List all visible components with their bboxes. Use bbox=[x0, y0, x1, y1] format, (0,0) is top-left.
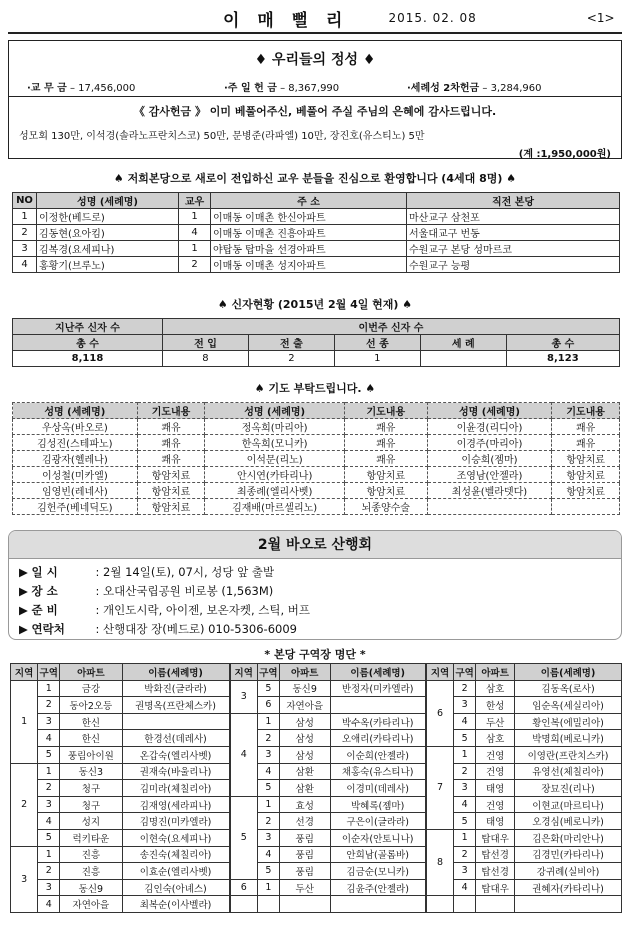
table-row: 우상옥(바오로) 쾌유 정옥희(마리아) 쾌유 이윤경(리디아) 쾌유 bbox=[13, 419, 620, 435]
zone-apartment: 삼성 bbox=[279, 746, 330, 763]
zone-leader-name: 김재영(세라피나) bbox=[122, 796, 230, 813]
zone-number: 2 bbox=[38, 780, 60, 797]
zone-leaders-table: 지역 구역 아파트 이름(세례명) 지역 구역 아파트 이름(세례명) 지역 구역 아파트 이름(세례명) 1 1 금강 박화진(글라라) 3 5 동신9 반정자(미카엘라) 6 2 삼호 김동옥(로사) 2 동아2오등 권명옥(프란체스카) 6 자연아을 3 한성 임순옥(세실리아) 3 한신 4 1 삼성 박수옥(카타리나) 4 두산 황인복(에밀리아) 4 한신 한경선(데레사) 2 삼성 오애리(카타리나) 5 삼호 박명희(베로니카) 5 풍림아이원 온갑숙(엘리사벳) 3 삼성 이순희(안젤라) 7 1 건영 이영란(프란치스카) 2 1 동신3 권재숙(바울리나) 4 삼환 채홍숙(유스티나) 2 건영 유영선(체칠리아) 2 청구 김미라(체칠리아) 5 삼환 이경미(데레사) 3 태영 장묘진(리나) 3 청구 김재영(세라피나) 5 1 효성 박혜록(젬마) 4 건영 이현교(마르티나) 4 성지 김명진(미카엘라) 2 선경 구은이(글라라) 5 태영 오경심(베로니카) 5 럭키타운 이현숙(요세피나) 3 풍림 이순자(안토니나) 8 1 탑대우 김은화(마리안나) 3 1 진흥 송진숙(체칠리아) 4 풍림 안희남(골롬바) 2 탑선경 김경민(카타리나) 2 진흥 이효순(엘리사벳) 5 풍림 김금순(모니카) 3 탑선경 강귀례(실비아) 3 동신9 김인숙(아녜스) 6 1 두산 김윤주(안젤라) 4 탑대우 권혜자(카타리나) 4 자연아을 최복순(이사벨라) bbox=[10, 663, 622, 913]
zone-apartment: 효성 bbox=[279, 796, 330, 813]
zone-number: 3 bbox=[257, 746, 279, 763]
zone-region: 4 bbox=[230, 713, 258, 796]
zone-region: 3 bbox=[11, 846, 38, 912]
zone-leader-name: 박명희(베로니카) bbox=[515, 730, 622, 747]
zone-apartment: 풍림 bbox=[279, 846, 330, 863]
zone-leader-name: 이효순(엘리사벳) bbox=[122, 863, 230, 880]
table-row: 김성진(스테파노) 쾌유 한옥희(모니카) 쾌유 이경주(마리아) 쾌유 bbox=[13, 435, 620, 451]
zone-leader-name: 온갑숙(엘리사벳) bbox=[122, 746, 230, 763]
zone-number: 1 bbox=[38, 846, 60, 863]
zone-leader-name: 이현숙(요세피나) bbox=[122, 829, 230, 846]
newsletter-header bbox=[8, 4, 622, 34]
offering-title: ♦ 우리들의 정성 ♦ bbox=[254, 52, 376, 68]
zone-leader-name: 구은이(글라라) bbox=[330, 813, 426, 830]
zone-leader-name: 박수옥(카타리나) bbox=[330, 713, 426, 730]
zone-apartment: 건영 bbox=[476, 746, 515, 763]
zone-number: 3 bbox=[454, 780, 476, 797]
zone-number: 5 bbox=[454, 730, 476, 747]
zone-number: 3 bbox=[454, 697, 476, 714]
zone-number: 4 bbox=[38, 896, 60, 913]
zone-apartment: 풍림 bbox=[279, 863, 330, 880]
offering-item: ·주 일 헌 금 – 8,367,990 bbox=[224, 83, 340, 94]
zone-number: 4 bbox=[257, 846, 279, 863]
zone-apartment: 한신 bbox=[60, 713, 122, 730]
zone-number: 4 bbox=[38, 813, 60, 830]
table-row bbox=[11, 829, 622, 846]
zone-apartment: 건영 bbox=[476, 763, 515, 780]
zone-number: 5 bbox=[38, 829, 60, 846]
table-row bbox=[11, 896, 622, 913]
zone-leader-name: 이순자(안토니나) bbox=[330, 829, 426, 846]
table-row: 김헌주(베네딕도) 항암치료 김재배(마르셀리노) 뇌종양수술 bbox=[13, 499, 620, 515]
zone-number: 4 bbox=[257, 763, 279, 780]
zone-leader-name: 박화진(글라라) bbox=[122, 680, 230, 697]
zone-number: 2 bbox=[257, 730, 279, 747]
hiking-line: ▶ 준 비 : 개인도시락, 아이젠, 보온자켓, 스틱, 버프 bbox=[19, 603, 311, 617]
zone-leader-name: 한경선(데레사) bbox=[122, 730, 230, 747]
zone-number: 2 bbox=[38, 863, 60, 880]
thanks-offering-line: 《 감사헌금 》 이미 베풀어주신, 베풀어 주실 주님의 은혜에 감사드립니다. bbox=[133, 105, 497, 118]
zone-region: 7 bbox=[426, 746, 454, 829]
zone-number: 2 bbox=[454, 680, 476, 697]
thanks-offering-names: 성모회 130만, 이석경(솔라노프란치스코) 50만, 문병준(라파엘) 10만, 장진호(유스티노) 5만 bbox=[19, 131, 425, 142]
zone-apartment: 탑선경 bbox=[476, 863, 515, 880]
zone-apartment: 금강 bbox=[60, 680, 122, 697]
table-row bbox=[11, 713, 622, 730]
table-row: 1 이정한(베드로) 1 이매동 이매촌 한신아파트 마산교구 삼천포 bbox=[13, 209, 620, 225]
zone-leader-name: 강귀례(실비아) bbox=[515, 863, 622, 880]
zone-apartment: 풍림아이원 bbox=[60, 746, 122, 763]
zone-leader-name bbox=[122, 713, 230, 730]
census-table: 지난주 신자 수 이번주 신자 수 총 수 전 입 전 출 선 종 세 례 총 수 8,118 8 2 1 8,123 bbox=[12, 318, 620, 367]
table-row bbox=[11, 763, 622, 780]
zone-leader-name: 최복순(이사벨라) bbox=[122, 896, 230, 913]
zone-region: 8 bbox=[426, 829, 454, 895]
zone-apartment: 건영 bbox=[476, 796, 515, 813]
column-header: 교우 bbox=[179, 193, 211, 209]
zone-apartment: 태영 bbox=[476, 813, 515, 830]
zone-leader-name: 김윤주(안젤라) bbox=[330, 879, 426, 896]
zone-number: 5 bbox=[454, 813, 476, 830]
table-row bbox=[11, 796, 622, 813]
zone-number: 4 bbox=[38, 730, 60, 747]
zone-apartment: 진흥 bbox=[60, 863, 122, 880]
zone-apartment: 동신3 bbox=[60, 763, 122, 780]
table-row bbox=[11, 846, 622, 863]
zone-leaders-heading: * 본당 구역장 명단 * bbox=[264, 648, 366, 661]
zone-leader-name: 안희남(골롬바) bbox=[330, 846, 426, 863]
census-heading: ♠ 신자현황 (2015년 2월 4일 현재) ♠ bbox=[217, 298, 413, 311]
page-number: <1> bbox=[586, 11, 615, 25]
zone-leader-name: 김은화(마리안나) bbox=[515, 829, 622, 846]
zone-number: 2 bbox=[257, 813, 279, 830]
prayer-heading: ♠ 기도 부탁드립니다. ♠ bbox=[254, 382, 376, 395]
zone-leader-name: 김동옥(로사) bbox=[515, 680, 622, 697]
zone-apartment: 선경 bbox=[279, 813, 330, 830]
zone-number: 3 bbox=[454, 863, 476, 880]
zone-number: 3 bbox=[38, 713, 60, 730]
zone-leader-name: 황인복(에밀리아) bbox=[515, 713, 622, 730]
issue-date: 2015. 02. 08 bbox=[388, 11, 477, 25]
zone-leader-name: 유영선(체칠리아) bbox=[515, 763, 622, 780]
table-row bbox=[11, 879, 622, 896]
zone-leader-name: 김금순(모니카) bbox=[330, 863, 426, 880]
zone-leader-name: 권혜자(카타리나) bbox=[515, 879, 622, 896]
newcomers-heading: ♠ 저희본당으로 새로이 전입하신 교우 분들을 진심으로 환영합니다 (4세대 8명) ♠ bbox=[113, 172, 517, 185]
zone-number: 1 bbox=[257, 713, 279, 730]
hiking-line: ▶ 장 소 : 오대산국립공원 비로봉 (1,563M) bbox=[19, 584, 274, 598]
zone-number: 3 bbox=[257, 829, 279, 846]
zone-apartment: 삼성 bbox=[279, 713, 330, 730]
zone-apartment: 진흥 bbox=[60, 846, 122, 863]
zone-apartment: 동신9 bbox=[279, 680, 330, 697]
hiking-notice bbox=[8, 530, 622, 640]
zone-apartment: 풍림 bbox=[279, 829, 330, 846]
table-row: 이성철(미카엘) 항암치료 안시연(카타리나) 항암치료 조영남(안젤라) 항암치료 bbox=[13, 467, 620, 483]
zone-number: 5 bbox=[257, 680, 279, 697]
zone-apartment: 삼호 bbox=[476, 680, 515, 697]
table-row bbox=[11, 680, 622, 697]
zone-leader-name: 김인숙(아녜스) bbox=[122, 879, 230, 896]
zone-leader-name: 이현교(마르티나) bbox=[515, 796, 622, 813]
zone-leader-name: 송진숙(체칠리아) bbox=[122, 846, 230, 863]
zone-number: 4 bbox=[454, 879, 476, 896]
zone-leader-name: 오애리(카타리나) bbox=[330, 730, 426, 747]
zone-apartment: 청구 bbox=[60, 780, 122, 797]
zone-leader-name: 김명진(미카엘라) bbox=[122, 813, 230, 830]
prayer-table: 성명 (세례명) 기도내용 성명 (세례명) 기도내용 성명 (세례명) 기도내용 우상옥(바오로) 쾌유 정옥희(마리아) 쾌유 이윤경(리디아) 쾌유 김성진(스테파노) 쾌유 한옥희(모니카) 쾌유 이경주(마리아) 쾌유 김광자(헬레나) 쾌유 이석문(리노) 쾌유 이승희(젬마) 항암치료 이성철(미카엘) 항암치료 안시연(카타리나) 항암치료 조영남(안젤라) 항암치료 임영빈(레네사) 항암치료 최종례(엘리사벳) 항암치료 최성윤(벨라뎃다) 항암치료 김헌주(베네딕도) 항암치료 김재배(마르셀리노) 뇌종양수술 bbox=[12, 402, 620, 515]
zone-apartment: 두산 bbox=[279, 879, 330, 896]
column-header: NO bbox=[13, 193, 37, 209]
zone-number: 1 bbox=[454, 746, 476, 763]
zone-leader-name: 박혜록(젬마) bbox=[330, 796, 426, 813]
zone-number: 4 bbox=[454, 713, 476, 730]
zone-apartment: 두산 bbox=[476, 713, 515, 730]
table-row: 임영빈(레네사) 항암치료 최종례(엘리사벳) 항암치료 최성윤(벨라뎃다) 항암치료 bbox=[13, 483, 620, 499]
zone-leader-name: 이영란(프란치스카) bbox=[515, 746, 622, 763]
zone-leader-name: 채홍숙(유스티나) bbox=[330, 763, 426, 780]
table-row: 3 김복경(요세피나) 1 야탑동 탑마을 선경아파트 수원교구 본당 성마르코 bbox=[13, 241, 620, 257]
zone-leader-name: 김경민(카타리나) bbox=[515, 846, 622, 863]
zone-leader-name bbox=[330, 697, 426, 714]
table-row bbox=[11, 863, 622, 880]
zone-number: 5 bbox=[257, 780, 279, 797]
table-row: 4 홍황기(브루노) 2 이매동 이매촌 성지아파트 수원교구 능평 bbox=[13, 257, 620, 273]
zone-leader-name: 권명옥(프란체스카) bbox=[122, 697, 230, 714]
zone-apartment: 한신 bbox=[60, 730, 122, 747]
column-header: 주 소 bbox=[211, 193, 407, 209]
zone-number: 3 bbox=[38, 879, 60, 896]
offering-item: ·교 무 금 – 17,456,000 bbox=[27, 83, 136, 94]
zone-apartment: 자연아을 bbox=[279, 697, 330, 714]
zone-leader-name: 이경미(데레사) bbox=[330, 780, 426, 797]
zone-apartment: 동신9 bbox=[60, 879, 122, 896]
newsletter-title: 이 매 뻘 리 bbox=[223, 10, 349, 31]
table-row: 2 김동현(요아킴) 4 이매동 이매촌 진흥아파트 서울대교구 번동 bbox=[13, 225, 620, 241]
zone-apartment: 탑선경 bbox=[476, 846, 515, 863]
zone-leader-name: 장묘진(리나) bbox=[515, 780, 622, 797]
table-row bbox=[11, 780, 622, 797]
zone-leader-name: 임순옥(세실리아) bbox=[515, 697, 622, 714]
hiking-title: 2월 바오로 산행회 bbox=[9, 531, 621, 559]
table-row bbox=[11, 697, 622, 714]
zone-number: 6 bbox=[257, 697, 279, 714]
zone-region: 2 bbox=[11, 763, 38, 846]
zone-region: 1 bbox=[11, 680, 38, 763]
table-row bbox=[11, 813, 622, 830]
zone-number: 4 bbox=[454, 796, 476, 813]
zone-apartment: 자연아을 bbox=[60, 896, 122, 913]
zone-leader-name: 권재숙(바울리나) bbox=[122, 763, 230, 780]
zone-number: 2 bbox=[38, 697, 60, 714]
zone-region: 3 bbox=[230, 680, 258, 713]
zone-region: 6 bbox=[230, 879, 258, 896]
zone-apartment: 탑대우 bbox=[476, 879, 515, 896]
zone-number: 1 bbox=[454, 829, 476, 846]
table-row bbox=[11, 746, 622, 763]
offering-box bbox=[8, 40, 622, 159]
zone-leader-name: 김미라(체칠리아) bbox=[122, 780, 230, 797]
zone-number: 3 bbox=[38, 796, 60, 813]
zone-number: 1 bbox=[38, 680, 60, 697]
zone-number: 2 bbox=[454, 846, 476, 863]
zone-apartment: 삼호 bbox=[476, 730, 515, 747]
hiking-line: ▶ 일 시 : 2월 14일(토), 07시, 성당 앞 출발 bbox=[19, 565, 275, 579]
zone-number: 1 bbox=[257, 879, 279, 896]
zone-number: 5 bbox=[257, 863, 279, 880]
zone-apartment: 동아2오등 bbox=[60, 697, 122, 714]
zone-apartment: 청구 bbox=[60, 796, 122, 813]
hiking-line: ▶ 연락처 : 산행대장 장(베드로) 010-5306-6009 bbox=[19, 622, 297, 636]
table-row: 8,118 8 2 1 8,123 bbox=[13, 351, 620, 367]
zone-number: 2 bbox=[454, 763, 476, 780]
zone-apartment: 성지 bbox=[60, 813, 122, 830]
zone-apartment: 태영 bbox=[476, 780, 515, 797]
column-header: 성명 (세례명) bbox=[37, 193, 179, 209]
zone-number: 1 bbox=[38, 763, 60, 780]
zone-apartment: 삼환 bbox=[279, 763, 330, 780]
zone-region: 6 bbox=[426, 680, 454, 746]
table-row bbox=[11, 730, 622, 747]
zone-leader-name: 반정자(미카엘라) bbox=[330, 680, 426, 697]
zone-apartment: 럭키타운 bbox=[60, 829, 122, 846]
zone-apartment: 한성 bbox=[476, 697, 515, 714]
zone-number: 1 bbox=[257, 796, 279, 813]
offering-item: ·세례성 2차헌금 – 3,284,960 bbox=[407, 83, 542, 94]
zone-leader-name: 오경심(베로니카) bbox=[515, 813, 622, 830]
table-row: 김광자(헬레나) 쾌유 이석문(리노) 쾌유 이승희(젬마) 항암치료 bbox=[13, 451, 620, 467]
newcomers-table bbox=[12, 192, 620, 273]
zone-region: 5 bbox=[230, 796, 258, 879]
zone-apartment: 탑대우 bbox=[476, 829, 515, 846]
zone-apartment: 삼환 bbox=[279, 780, 330, 797]
column-header: 직전 본당 bbox=[407, 193, 620, 209]
zone-number: 5 bbox=[38, 746, 60, 763]
zone-leader-name: 이순희(안젤라) bbox=[330, 746, 426, 763]
thanks-offering-total: (계 :1,950,000원) bbox=[518, 149, 611, 160]
zone-apartment: 삼성 bbox=[279, 730, 330, 747]
